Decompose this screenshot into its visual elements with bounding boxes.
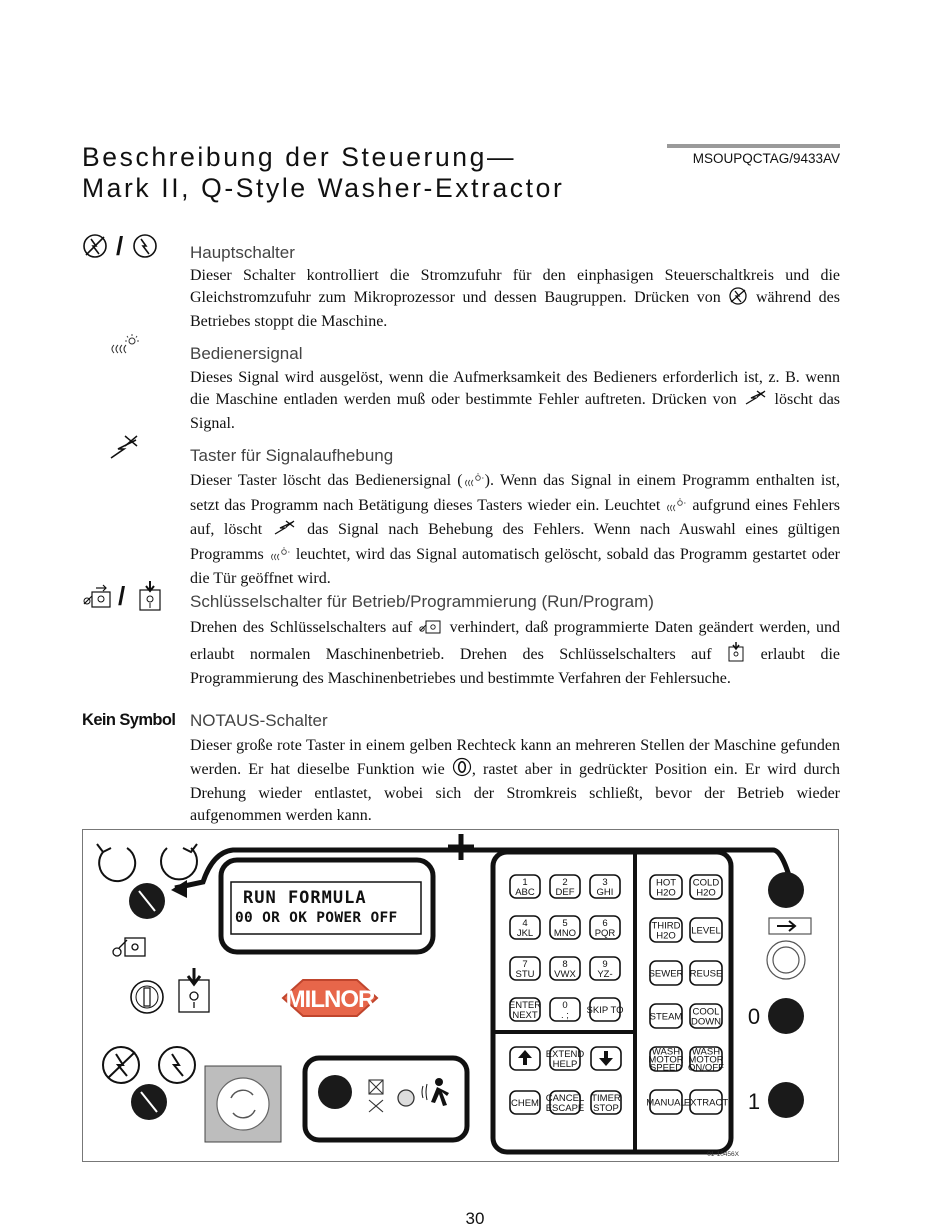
key-label: H2O bbox=[696, 887, 716, 899]
section-body-key-switch: Drehen des Schlüsselschalters auf verhindert, daß programmierte Daten geändert werden, und erlaubt normalen Maschinenbetrieb. Drehen des Schlüsselschalters auf erlaubt die Programmierung des Maschinenbetriebes und bestimmte Verfahren der Fehlersuche. bbox=[190, 619, 841, 687]
section-body-operator-signal: Dieses Signal wird ausgelöst, wenn die Aufmerksamkeit des Bedieners erforderlich ist, z. B. wenn die Maschine entladen werden muß oder bestimmte Fehler auftreten. Drücken von löscht das Signal. bbox=[190, 369, 841, 432]
figure-id: 01-10456X bbox=[707, 1151, 739, 1158]
key-label: EXTRACT bbox=[683, 1097, 729, 1109]
key-label: . ; bbox=[561, 1010, 569, 1021]
key-label: 4 bbox=[522, 918, 528, 929]
key-run-icon bbox=[84, 585, 110, 607]
power-on-knob bbox=[159, 1047, 195, 1083]
key-label: ON/OFF bbox=[688, 1062, 724, 1074]
key-label: TIMER bbox=[591, 1093, 621, 1104]
key-label: MANUAL bbox=[646, 1097, 686, 1109]
title-line-1: Beschreibung der Steuerung— bbox=[82, 142, 517, 172]
key-label: COLD bbox=[692, 877, 720, 889]
signal-cancel-icon bbox=[272, 519, 298, 544]
function-key[interactable] bbox=[688, 1047, 724, 1074]
section-body-emergency-stop: Dieser große rote Taster in einem gelben Rechteck kann an mehreren Stellen der Maschine gefunden werden. Er hat dieselbe Funktion wie , rastet aber in gedrückter Position ein. Er wird durch Drehung wieder entlastet, wobei sich der Stromkreis schließt, bevor der Betrieb wieder aufgenommen werden kann. bbox=[190, 737, 841, 824]
title-line-2: Mark II, Q-Style Washer-Extractor bbox=[82, 173, 565, 203]
function-key[interactable] bbox=[690, 1004, 722, 1028]
key-label: ABC bbox=[515, 887, 535, 898]
key-program-icon bbox=[140, 581, 160, 610]
key-label: DOWN bbox=[690, 1016, 722, 1028]
key-label: STOP bbox=[593, 1103, 619, 1114]
function-key[interactable] bbox=[646, 1090, 686, 1114]
timer-stop-key[interactable] bbox=[591, 1091, 621, 1114]
signal-cancel-icon bbox=[108, 434, 142, 467]
keypad-key[interactable] bbox=[590, 875, 620, 898]
document-id: MSOUPQCTAG/9433AV bbox=[692, 151, 840, 166]
key-label: SKIP TO bbox=[586, 1005, 624, 1016]
key-label: REUSE bbox=[689, 968, 723, 980]
key-label: MOTOR bbox=[648, 1054, 684, 1066]
power-on-icon bbox=[134, 235, 156, 257]
extend-help-key[interactable] bbox=[546, 1047, 585, 1070]
keypad-key[interactable] bbox=[510, 957, 540, 980]
power-off-knob bbox=[103, 1047, 139, 1083]
key-label: H2O bbox=[656, 887, 676, 899]
section-title-signal-cancel: Taster für Signalaufhebung bbox=[190, 446, 394, 465]
chem-key[interactable] bbox=[510, 1091, 540, 1114]
key-label: WASH bbox=[691, 1046, 721, 1058]
function-key[interactable] bbox=[650, 875, 682, 899]
key-label: SPEED bbox=[649, 1062, 683, 1074]
signal-cancel-icon bbox=[743, 389, 769, 414]
key-label: GHI bbox=[596, 887, 614, 898]
key-label: NEXT bbox=[512, 1010, 538, 1021]
control-panel-figure bbox=[82, 829, 839, 1162]
key-label: DEF bbox=[555, 887, 575, 898]
section-title-key-switch: Schlüsselschalter für Betrieb/Programmierung (Run/Program) bbox=[190, 592, 654, 611]
key-label: COOL bbox=[692, 1006, 720, 1018]
key-label: HOT bbox=[655, 877, 677, 889]
key-label: H2O bbox=[656, 930, 676, 942]
key-program-icon bbox=[727, 642, 745, 669]
key-label: JKL bbox=[516, 928, 534, 939]
rotate-right-icon bbox=[161, 844, 197, 879]
key-label: YZ- bbox=[597, 969, 613, 980]
signal-lamp bbox=[398, 1090, 414, 1106]
key-label: 3 bbox=[602, 877, 608, 888]
function-key[interactable] bbox=[690, 875, 722, 899]
no-symbol-label: Kein Symbol bbox=[82, 711, 176, 729]
keypad-key[interactable] bbox=[590, 916, 620, 939]
key-label: EXTEND bbox=[545, 1049, 585, 1060]
svg-text:/: / bbox=[116, 233, 124, 261]
stop-knob bbox=[768, 998, 804, 1034]
function-key[interactable] bbox=[650, 918, 682, 942]
section-body-signal-cancel: Dieser Taster löscht das Bedienersignal ( ). Wenn das Signal in einem Programm enthalten ist, setzt das Programm nach Betätigung dieses Tasters wieder ein. Leuchtet aufgrund eines Fehlers auf, löscht das Signal nach Behebung des Fehlers. Wenn nach Auswahl eines gültigen Programms leuchtet, wird das Signal automatisch gelöscht, sobald das Programm gestartet oder die Tür geöffnet wird. bbox=[190, 472, 841, 587]
start-knob bbox=[768, 1082, 804, 1118]
operator-signal-icon bbox=[269, 546, 291, 569]
svg-text:MILNOR: MILNOR bbox=[285, 986, 375, 1013]
power-off-icon bbox=[84, 235, 106, 257]
key-run-icon bbox=[418, 617, 444, 642]
keypad-key[interactable] bbox=[587, 998, 624, 1021]
section-title-emergency-stop: NOTAUS-Schalter bbox=[190, 711, 328, 730]
key-label: HELP bbox=[552, 1059, 578, 1070]
keypad-key[interactable] bbox=[590, 957, 620, 980]
key-label: 0 bbox=[562, 1000, 568, 1011]
section-title-operator-signal: Bedienersignal bbox=[190, 344, 303, 363]
key-switch-icons bbox=[82, 580, 168, 617]
display-line-1: RUN FORMULA bbox=[243, 888, 367, 908]
key-label: ESCAPE bbox=[545, 1103, 585, 1114]
operator-signal-icon bbox=[463, 472, 485, 495]
key-label: MOTOR bbox=[688, 1054, 724, 1066]
door-lock-icon bbox=[767, 918, 811, 979]
key-label: 5 bbox=[562, 918, 568, 929]
key-run-icon bbox=[113, 938, 145, 956]
svg-text:/: / bbox=[118, 581, 126, 611]
emergency-stop-button bbox=[217, 1078, 269, 1130]
function-key[interactable] bbox=[690, 918, 722, 942]
svg-text:1: 1 bbox=[747, 1089, 761, 1114]
key-label: CHEM bbox=[511, 1098, 539, 1109]
key-label: 6 bbox=[602, 918, 608, 929]
key-label: LEVEL bbox=[691, 925, 721, 937]
doc-id-rule bbox=[667, 144, 840, 148]
signal-button bbox=[318, 1075, 352, 1109]
key-program-icon bbox=[179, 968, 209, 1012]
function-key[interactable] bbox=[684, 1090, 729, 1114]
power-switch-icons bbox=[82, 233, 162, 266]
operator-signal-icon bbox=[108, 333, 142, 364]
key-label: 7 bbox=[522, 959, 528, 970]
page-title bbox=[82, 142, 642, 204]
section-body-main-switch: Dieser Schalter kontrolliert die Stromzufuhr für den einphasigen Steuerschaltkreis und die Gleichstromzufuhr zum Mikroprozessor und dessen Baugruppen. Drücken von während des Betriebes stoppt die Maschine. bbox=[190, 267, 841, 330]
key-label: STEAM bbox=[649, 1011, 683, 1023]
zero-button-icon bbox=[452, 757, 472, 784]
key-label: CANCEL bbox=[545, 1093, 585, 1104]
keypad-key[interactable] bbox=[509, 998, 541, 1021]
section-title-main-switch: Hauptschalter bbox=[190, 243, 295, 262]
key-label: 2 bbox=[562, 877, 568, 888]
milnor-logo bbox=[283, 980, 377, 1016]
function-key[interactable] bbox=[649, 961, 684, 985]
key-label: MNO bbox=[553, 928, 577, 939]
page-number: 30 bbox=[465, 1209, 485, 1228]
keypad-key[interactable] bbox=[550, 916, 580, 939]
keypad-key[interactable] bbox=[550, 998, 580, 1021]
key-label: 9 bbox=[602, 959, 608, 970]
keypad-key[interactable] bbox=[510, 916, 540, 939]
keypad-key[interactable] bbox=[550, 957, 580, 980]
right-top-knob bbox=[768, 872, 804, 908]
key-label: 8 bbox=[562, 959, 568, 970]
rotate-left-icon bbox=[97, 844, 135, 881]
display-line-2: 00 OR OK POWER OFF bbox=[235, 910, 398, 926]
function-key[interactable] bbox=[648, 1047, 683, 1074]
function-key[interactable] bbox=[650, 1004, 683, 1028]
keypad-key[interactable] bbox=[510, 875, 540, 898]
keypad-key[interactable] bbox=[550, 875, 580, 898]
function-key[interactable] bbox=[690, 961, 723, 985]
key-label: SEWER bbox=[648, 968, 684, 980]
key-label: STU bbox=[515, 969, 535, 980]
key-label: ENTER bbox=[508, 1000, 542, 1011]
svg-text:0: 0 bbox=[747, 1004, 761, 1029]
operator-signal-icon bbox=[665, 497, 687, 520]
key-label: THIRD bbox=[651, 920, 681, 932]
key-switch-knob bbox=[131, 981, 163, 1013]
key-label: VWX bbox=[554, 969, 576, 980]
power-off-icon bbox=[728, 287, 748, 312]
key-label: 1 bbox=[522, 877, 528, 888]
key-label: PQR bbox=[594, 928, 616, 939]
key-label: WASH bbox=[651, 1046, 681, 1058]
cancel-escape-key[interactable] bbox=[546, 1091, 585, 1114]
